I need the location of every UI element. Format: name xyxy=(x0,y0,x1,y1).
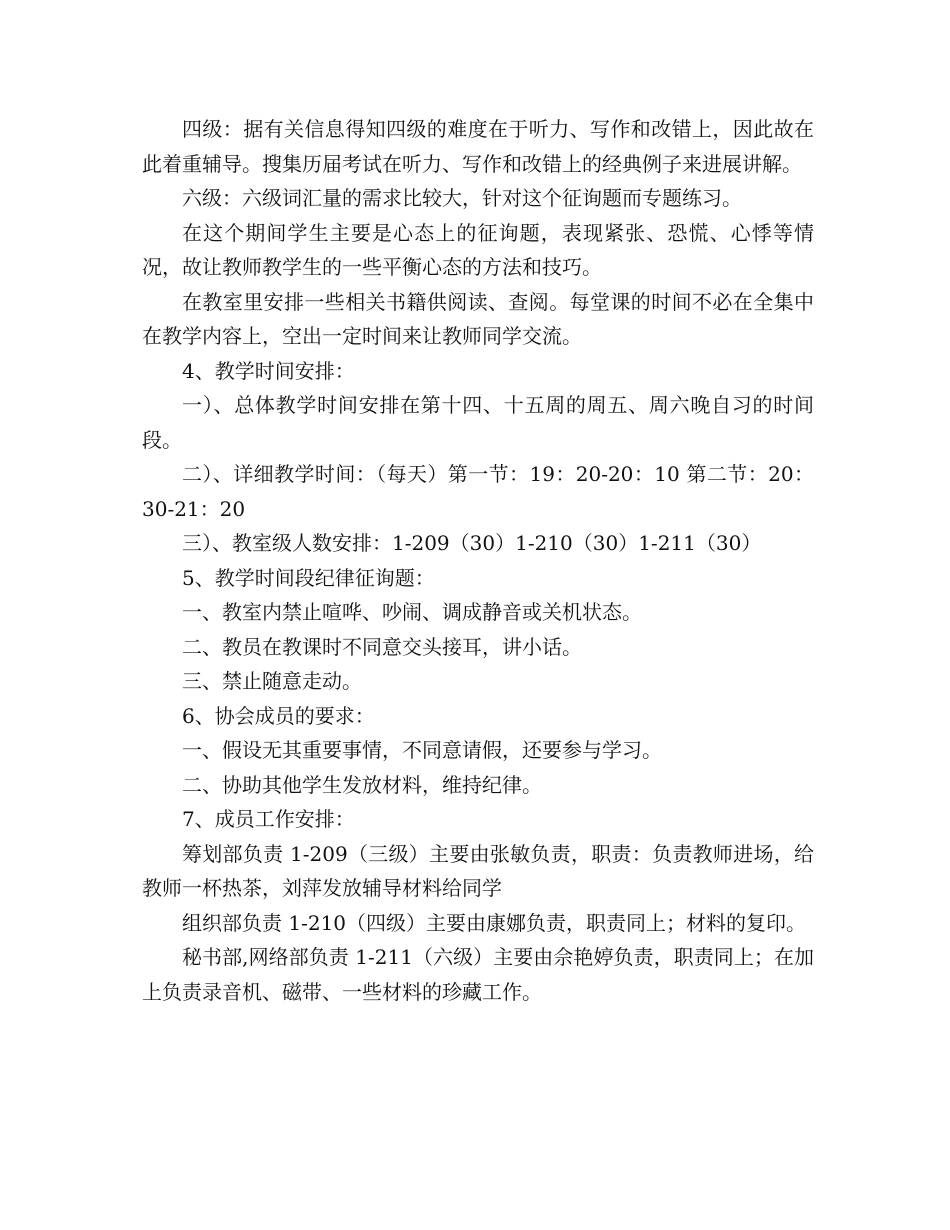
paragraph-classroom-allocation: 三）、教室级人数安排：1-209（30）1-210（30）1-211（30） xyxy=(182,531,762,555)
paragraph-cet6-vocabulary: 六级：六级词汇量的需求比较大，针对这个征询题而专题练习。 xyxy=(182,186,742,210)
paragraph-mental-state: 在这个期间学生主要是心态上的征询题，表现紧张、恐慌、心悸等情况，故让教师教学生的一些平衡心态的方法和技巧。 xyxy=(142,220,814,279)
heading-member-assignments: 7、成员工作安排： xyxy=(182,807,355,831)
heading-teaching-schedule: 4、教学时间安排： xyxy=(182,358,355,383)
requirement-item-2: 二、协助其他学生发放材料，维持纪律。 xyxy=(182,772,542,797)
paragraph-detailed-time: 二）、详细教学时间：（每天）第一节：19：20-20：10 第二节：20：30-21：20 xyxy=(142,462,814,521)
heading-member-requirements: 6、协会成员的要求： xyxy=(182,703,375,728)
heading-discipline-rules: 5、教学时间段纪律征询题： xyxy=(182,565,435,590)
rule-item-2: 二、教员在教课时不同意交头接耳，讲小话。 xyxy=(182,634,582,659)
paragraph-classroom-books: 在教室里安排一些相关书籍供阅读、查阅。每堂课的时间不必在全集中在教学内容上，空出一定时间来让教师同学交流。 xyxy=(142,289,814,348)
paragraph-cet4-focus: 四级：据有关信息得知四级的难度在于听力、写作和改错上，因此故在此着重辅导。搜集历届考试在听力、写作和改错上的经典例子来进展讲解。 xyxy=(142,117,814,176)
requirement-item-1: 一、假设无其重要事情，不同意请假，还要参与学习。 xyxy=(182,738,662,762)
rule-item-3: 三、禁止随意走动。 xyxy=(182,669,362,693)
paragraph-overall-schedule: 一）、总体教学时间安排在第十四、十五周的周五、周六晚自习的时间段。 xyxy=(142,393,814,452)
rule-item-1: 一、教室内禁止喧哗、吵闹、调成静音或关机状态。 xyxy=(182,600,642,624)
assignment-secretariat-network-dept: 秘书部,网络部负责 1-211（六级）主要由佘艳婷负责，职责同上；在加上负责录音机、磁带、一些材料的珍藏工作。 xyxy=(142,945,814,1004)
assignment-planning-dept: 筹划部负责 1-209（三级）主要由张敏负责，职责：负责教师进场，给教师一杯热茶，刘萍发放辅导材料给同学 xyxy=(142,841,814,900)
assignment-organization-dept: 组织部负责 1-210（四级）主要由康娜负责，职责同上；材料的复印。 xyxy=(182,910,807,935)
document-page xyxy=(142,112,814,1009)
